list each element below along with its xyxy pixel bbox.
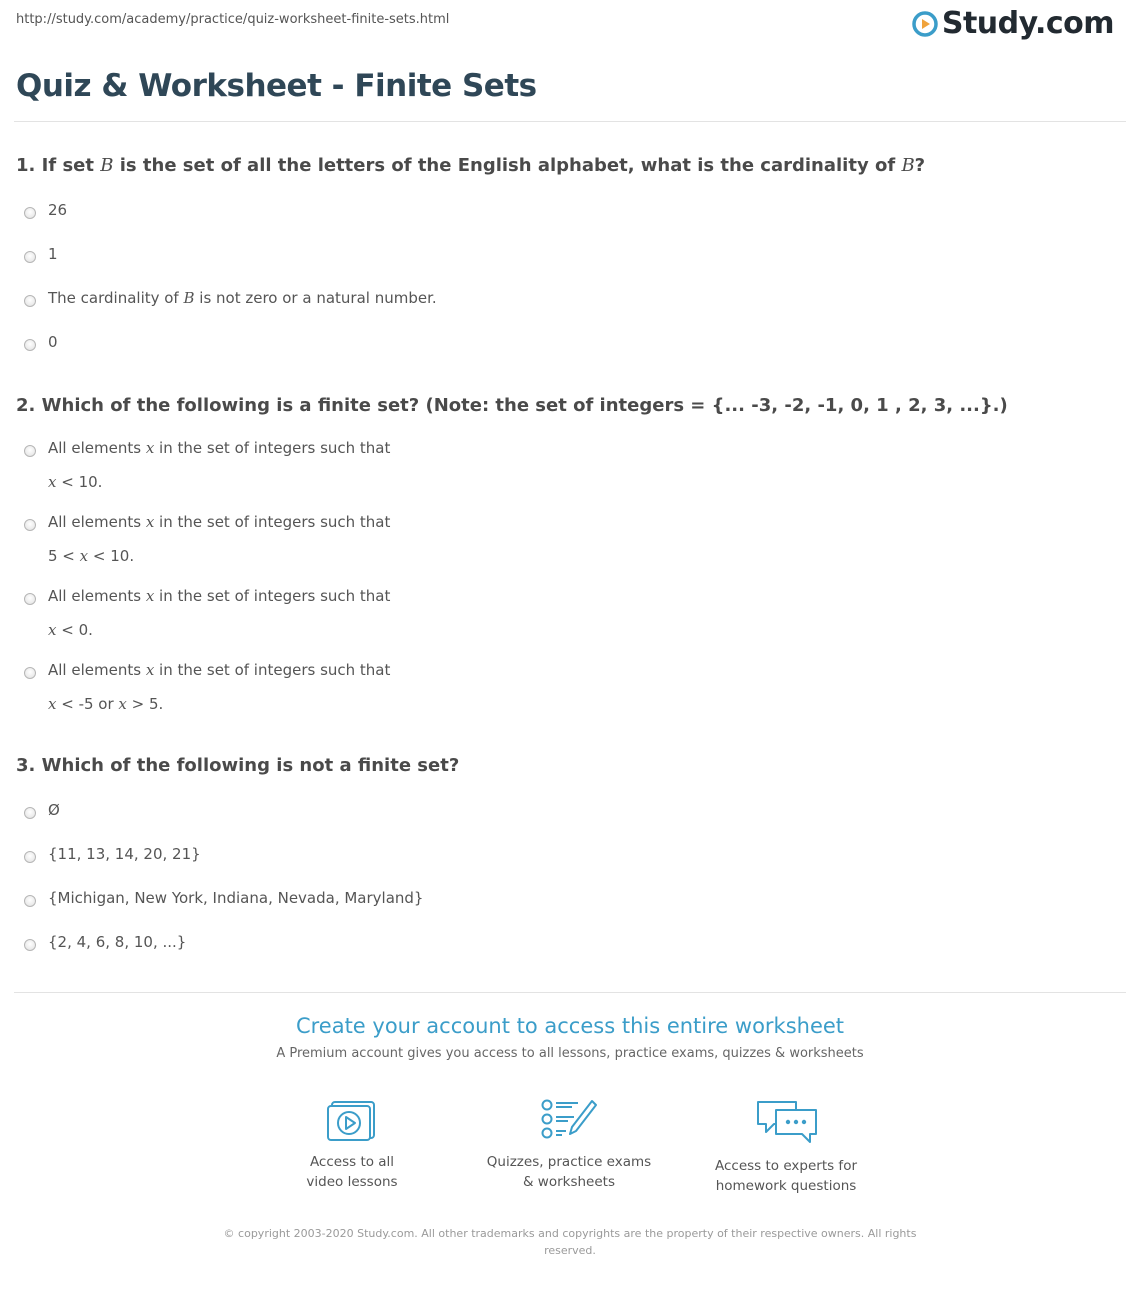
radio-button[interactable]	[24, 207, 36, 219]
radio-button[interactable]	[24, 667, 36, 679]
create-account-link[interactable]: Create your account to access this entire worksheet	[295, 1014, 845, 1038]
q3-option-3[interactable]: {Michigan, New York, Indiana, Nevada, Maryland}	[24, 890, 423, 915]
page-title: Quiz & Worksheet - Finite Sets	[16, 68, 537, 104]
radio-button[interactable]	[24, 339, 36, 351]
radio-button[interactable]	[24, 851, 36, 863]
feature-label-line: video lessons	[306, 1174, 398, 1190]
q2-option-3[interactable]: All elements x in the set of integers such that x < 0.	[24, 588, 390, 647]
feature-experts	[686, 1098, 886, 1196]
feature-video-lessons	[252, 1098, 452, 1192]
q2-option-1[interactable]: All elements x in the set of integers such that x < 10.	[24, 440, 390, 499]
title-divider	[14, 121, 1126, 122]
q3-option-2[interactable]: {11, 13, 14, 20, 21}	[24, 846, 201, 871]
q1-option-4[interactable]: 0	[24, 334, 58, 359]
question-1-title: 1. If set B is the set of all the letters of the English alphabet, what is the cardinality of B?	[16, 155, 926, 176]
question-3-title: 3. Which of the following is not a finite set?	[16, 755, 460, 776]
q1-option-2[interactable]: 1	[24, 246, 58, 271]
q2-option-2[interactable]: All elements x in the set of integers such that 5 < x < 10.	[24, 514, 390, 573]
quiz-checklist-icon	[540, 1098, 598, 1142]
radio-button[interactable]	[24, 895, 36, 907]
radio-button[interactable]	[24, 939, 36, 951]
cta-subtitle: A Premium account gives you access to all lessons, practice exams, quizzes & worksheets	[276, 1046, 864, 1061]
feature-label-line: Access to all	[309, 1154, 395, 1170]
radio-button[interactable]	[24, 593, 36, 605]
q3-option-1[interactable]: Ø	[24, 802, 60, 827]
feature-label-line: homework questions	[715, 1178, 857, 1194]
question-2-title: 2. Which of the following is a finite set? (Note: the set of integers = {... -3, -2, -1, 0, 1 , 2, 3, ...}.)	[16, 395, 1008, 416]
radio-button[interactable]	[24, 519, 36, 531]
video-lesson-icon	[326, 1098, 378, 1142]
radio-button[interactable]	[24, 807, 36, 819]
radio-button[interactable]	[24, 295, 36, 307]
copyright-text: © copyright 2003-2020 Study.com. All other trademarks and copyrights are the property of their respective owners. All rights reserved.	[223, 1227, 917, 1257]
feature-quizzes	[469, 1098, 669, 1192]
cta-divider	[14, 992, 1126, 993]
study-logo[interactable]	[912, 6, 1114, 41]
feature-label-line: Quizzes, practice exams	[486, 1154, 652, 1170]
q1-option-1[interactable]: 26	[24, 202, 67, 227]
play-logo-icon	[912, 11, 938, 37]
feature-label-line: Access to experts for	[714, 1158, 857, 1174]
chat-bubbles-icon	[754, 1098, 818, 1146]
radio-button[interactable]	[24, 251, 36, 263]
radio-button[interactable]	[24, 445, 36, 457]
q3-option-4[interactable]: {2, 4, 6, 8, 10, ...}	[24, 934, 186, 959]
feature-label-line: & worksheets	[522, 1174, 615, 1190]
q1-option-3[interactable]: The cardinality of B is not zero or a natural number.	[24, 290, 437, 315]
q2-option-4[interactable]: All elements x in the set of integers such that x < -5 or x > 5.	[24, 662, 390, 721]
logo-text: Study.com	[941, 6, 1114, 41]
page-url: http://study.com/academy/practice/quiz-worksheet-finite-sets.html	[16, 12, 450, 27]
